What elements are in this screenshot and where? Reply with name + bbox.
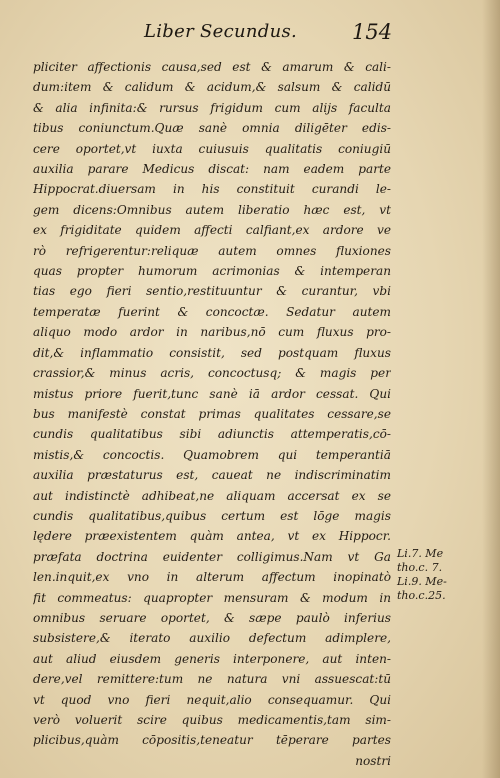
body-line: ex frigiditate quidem affecti calfiant,ex ardore ve	[33, 223, 391, 238]
body-line: & alia infinita:& rursus frigidum cum alijs faculta	[33, 100, 391, 115]
body-line: dit,& inflammatio consistit, sed postquam fluxus	[33, 345, 391, 360]
body-line: rò refrigerentur:reliquæ autem omnes fluxiones	[33, 243, 391, 258]
body-line: vt quod vno fieri nequit,alio consequamur. Qui	[33, 692, 391, 707]
body-line: fit commeatus: quapropter mensuram & modum in	[33, 590, 391, 605]
body-line: gem dicens:Omnibus autem liberatio hæc est, vt	[33, 202, 391, 217]
page-edge-shadow	[482, 0, 500, 778]
margin-note-line: tho.c. 7.	[397, 561, 443, 574]
body-line: præfata doctrina euidenter colligimus.Nam vt Ga	[33, 549, 391, 564]
body-line: dum:item & calidum & acidum,& salsum & calidū	[33, 80, 391, 95]
body-line: subsistere,& iterato auxilio defectum adimplere,	[33, 631, 391, 646]
running-title: Liber Secundus.	[144, 21, 298, 42]
body-line: omnibus seruare oportet, & sæpe paulò inferius	[33, 610, 391, 625]
margin-note-line: Li.7. Me	[397, 547, 444, 560]
body-line: verò voluerit scire quibus medicamentis,tam sim-	[33, 713, 391, 727]
body-line: cundis qualitatibus sibi adiunctis attemperatis,cō-	[33, 427, 391, 442]
body-line: mistus priore fuerit,tunc sanè iā ardor cessat. Qui	[33, 386, 391, 401]
body-line: auxilia præstaturus est, caueat ne indiscriminatim	[33, 468, 391, 483]
body-line: Hippocrat.diuersam in his constituit curandi le-	[33, 182, 391, 197]
body-line: tias ego fieri sentio,restituuntur & curantur, vbi	[33, 284, 391, 299]
body-line: aut indistinctè adhibeat,ne aliquam accersat ex se	[33, 488, 391, 503]
body-line: pliciter affectionis causa,sed est & amarum & cali-	[33, 60, 391, 74]
body-line: aut aliud eiusdem generis interponere, aut inten-	[33, 651, 391, 666]
body-line: nostri	[355, 753, 391, 768]
body-line: aliquo modo ardor in naribus,nō cum fluxus pro-	[33, 325, 391, 340]
body-line: len.inquit,ex vno in alterum affectum inopinatò	[33, 570, 391, 585]
body-line: dere,vel remittere:tum ne natura vni assuescat:tū	[33, 672, 391, 687]
body-line: plicibus,quàm cōpositis,teneatur tēperare partes	[33, 733, 391, 748]
body-text	[33, 57, 391, 771]
margin-note	[397, 547, 467, 603]
body-line: mistis,& concoctis. Quamobrem qui temperantiā	[33, 447, 391, 462]
body-line: tibus coniunctum.Quæ sanè omnia diligēter edis-	[33, 121, 391, 136]
body-line: auxilia parare Medicus discat: nam eadem parte	[33, 162, 391, 177]
body-line: cundis qualitatibus,quibus certum est lōge magis	[33, 508, 391, 523]
margin-note-line: Li.9. Me-	[397, 575, 447, 588]
body-line: bus manifestè constat primas qualitates cessare,se	[33, 406, 391, 421]
body-line: temperatæ fuerint & concoctæ. Sedatur autem	[33, 304, 391, 319]
margin-note-line: tho.c.25.	[397, 589, 446, 602]
page-number: 154	[352, 20, 393, 44]
body-line: quas propter humorum acrimonias & intemperan	[33, 264, 391, 279]
body-line: cere oportet,vt iuxta cuiusuis qualitatis coniugiū	[33, 141, 391, 156]
body-line: crassior,& minus acris, concoctusq; & magis per	[33, 366, 391, 381]
body-line: lędere præexistentem quàm antea, vt ex Hippocr.	[33, 529, 391, 544]
